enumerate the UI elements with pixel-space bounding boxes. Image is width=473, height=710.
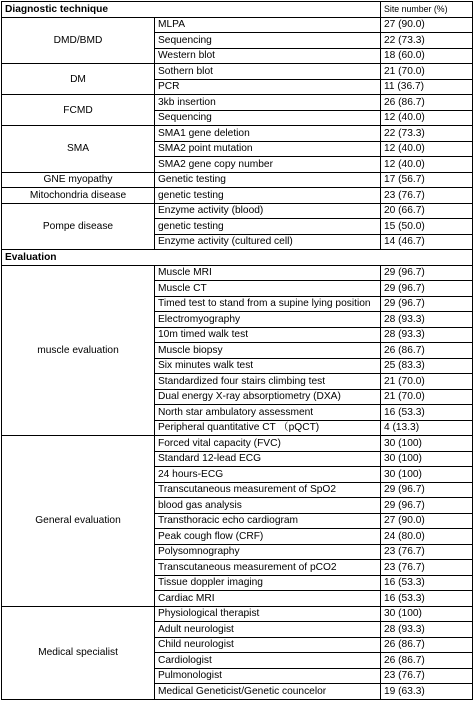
item-label: Cardiologist — [155, 653, 381, 669]
item-label: Sequencing — [155, 33, 381, 49]
site-number-value: 22 (73.3) — [381, 126, 473, 142]
item-label: Child neurologist — [155, 637, 381, 653]
item-label: Transcutaneous measurement of pCO2 — [155, 560, 381, 576]
table-body — [2, 2, 473, 700]
item-label: Dual energy X-ray absorptiometry (DXA) — [155, 389, 381, 405]
item-label: SMA2 point mutation — [155, 141, 381, 157]
item-label: 10m timed walk test — [155, 327, 381, 343]
site-number-value: 27 (90.0) — [381, 17, 473, 33]
item-label: Muscle CT — [155, 281, 381, 297]
group-label: DM — [2, 64, 155, 95]
site-number-value: 12 (40.0) — [381, 110, 473, 126]
item-label: Polysomnography — [155, 544, 381, 560]
item-label: 3kb insertion — [155, 95, 381, 111]
table-row — [2, 126, 473, 142]
item-label: Peak cough flow (CRF) — [155, 529, 381, 545]
item-label: Muscle biopsy — [155, 343, 381, 359]
site-number-value: 30 (100) — [381, 451, 473, 467]
item-label: Enzyme activity (cultured cell) — [155, 234, 381, 250]
site-number-value: 16 (53.3) — [381, 591, 473, 607]
site-number-value: 4 (13.3) — [381, 420, 473, 436]
site-number-value: 11 (36.7) — [381, 79, 473, 95]
item-label: North star ambulatory assessment — [155, 405, 381, 421]
item-label: Tissue doppler imaging — [155, 575, 381, 591]
site-number-value: 28 (93.3) — [381, 622, 473, 638]
item-label: 24 hours-ECG — [155, 467, 381, 483]
item-label: Electromyography — [155, 312, 381, 328]
group-label: Pompe disease — [2, 203, 155, 250]
item-label: blood gas analysis — [155, 498, 381, 514]
item-label: Muscle MRI — [155, 265, 381, 281]
site-number-value: 12 (40.0) — [381, 141, 473, 157]
site-number-value: 17 (56.7) — [381, 172, 473, 188]
site-number-value: 23 (76.7) — [381, 188, 473, 204]
evaluation-header: Evaluation — [2, 250, 473, 266]
item-label: Forced vital capacity (FVC) — [155, 436, 381, 452]
item-label: Transcutaneous measurement of SpO2 — [155, 482, 381, 498]
site-number-value: 14 (46.7) — [381, 234, 473, 250]
site-number-value: 29 (96.7) — [381, 482, 473, 498]
item-label: MLPA — [155, 17, 381, 33]
table-row — [2, 172, 473, 188]
site-number-value: 28 (93.3) — [381, 327, 473, 343]
site-number-value: 16 (53.3) — [381, 405, 473, 421]
item-label: Transthoracic echo cardiogram — [155, 513, 381, 529]
item-label: Six minutes walk test — [155, 358, 381, 374]
group-label: General evaluation — [2, 436, 155, 607]
item-label: Medical Geneticist/Genetic councelor — [155, 684, 381, 700]
site-number-value: 21 (70.0) — [381, 64, 473, 80]
site-number-value: 20 (66.7) — [381, 203, 473, 219]
site-number-value: 24 (80.0) — [381, 529, 473, 545]
table-row — [2, 17, 473, 33]
site-number-value: 18 (60.0) — [381, 48, 473, 64]
site-number-value: 27 (90.0) — [381, 513, 473, 529]
item-label: SMA1 gene deletion — [155, 126, 381, 142]
item-label: genetic testing — [155, 188, 381, 204]
group-label: DMD/BMD — [2, 17, 155, 64]
item-label: Genetic testing — [155, 172, 381, 188]
item-label: genetic testing — [155, 219, 381, 235]
site-number-value: 25 (83.3) — [381, 358, 473, 374]
site-number-value: 26 (86.7) — [381, 653, 473, 669]
group-label: Medical specialist — [2, 606, 155, 699]
table-row — [2, 64, 473, 80]
item-label: Standardized four stairs climbing test — [155, 374, 381, 390]
site-number-value: 23 (76.7) — [381, 544, 473, 560]
site-number-header: Site number (%) — [381, 2, 473, 18]
site-number-value: 29 (96.7) — [381, 296, 473, 312]
item-label: Sothern blot — [155, 64, 381, 80]
table-row — [2, 265, 473, 281]
item-label: Physiological therapist — [155, 606, 381, 622]
group-label: FCMD — [2, 95, 155, 126]
site-number-value: 21 (70.0) — [381, 374, 473, 390]
table-row — [2, 606, 473, 622]
site-number-value: 30 (100) — [381, 436, 473, 452]
item-label: SMA2 gene copy number — [155, 157, 381, 173]
site-number-value: 23 (76.7) — [381, 668, 473, 684]
site-number-value: 28 (93.3) — [381, 312, 473, 328]
item-label: Western blot — [155, 48, 381, 64]
site-number-value: 22 (73.3) — [381, 33, 473, 49]
group-label: GNE myopathy — [2, 172, 155, 188]
site-number-value: 26 (86.7) — [381, 343, 473, 359]
item-label: Adult neurologist — [155, 622, 381, 638]
table-row — [2, 95, 473, 111]
item-label: Pulmonologist — [155, 668, 381, 684]
diagnostic-header-row — [2, 2, 473, 18]
table-row — [2, 188, 473, 204]
site-number-value: 19 (63.3) — [381, 684, 473, 700]
item-label: PCR — [155, 79, 381, 95]
site-number-value: 21 (70.0) — [381, 389, 473, 405]
site-number-value: 29 (96.7) — [381, 281, 473, 297]
site-number-value: 12 (40.0) — [381, 157, 473, 173]
evaluation-header-row — [2, 250, 473, 266]
table-row — [2, 203, 473, 219]
site-number-value: 29 (96.7) — [381, 498, 473, 514]
item-label: Standard 12-lead ECG — [155, 451, 381, 467]
table-row — [2, 436, 473, 452]
site-number-value: 15 (50.0) — [381, 219, 473, 235]
site-number-value: 26 (86.7) — [381, 95, 473, 111]
site-number-value: 30 (100) — [381, 467, 473, 483]
site-number-value: 30 (100) — [381, 606, 473, 622]
site-number-value: 16 (53.3) — [381, 575, 473, 591]
site-number-value: 29 (96.7) — [381, 265, 473, 281]
survey-table — [1, 1, 473, 700]
site-number-value: 26 (86.7) — [381, 637, 473, 653]
item-label: Timed test to stand from a supine lying position — [155, 296, 381, 312]
group-label: muscle evaluation — [2, 265, 155, 436]
item-label: Enzyme activity (blood) — [155, 203, 381, 219]
site-number-value: 23 (76.7) — [381, 560, 473, 576]
item-label: Sequencing — [155, 110, 381, 126]
group-label: Mitochondria disease — [2, 188, 155, 204]
group-label: SMA — [2, 126, 155, 173]
item-label: Cardiac MRI — [155, 591, 381, 607]
item-label: Peripheral quantitative CT （pQCT) — [155, 420, 381, 436]
diagnostic-technique-header: Diagnostic technique — [2, 2, 381, 18]
